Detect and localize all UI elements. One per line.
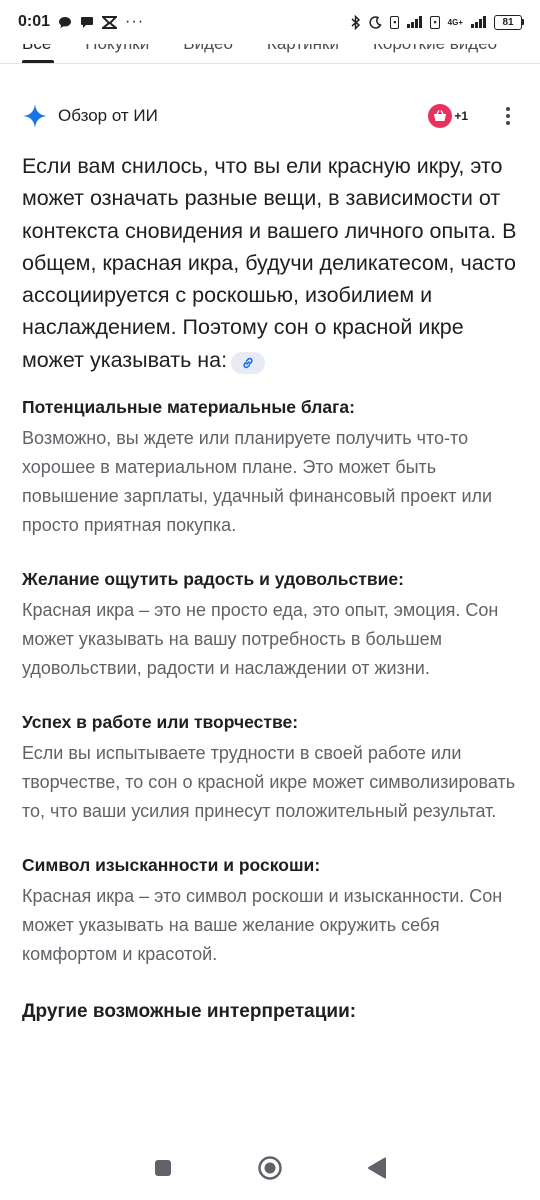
status-bar [0,0,540,44]
source-chip[interactable] [428,104,468,128]
back-button[interactable] [357,1148,397,1188]
link-icon [241,356,255,370]
section-body: Если вы испытываете трудности в своей работе или творчестве, то сон о красной икре может символизировать то, что ваши усилия принесут положительный результат. [22,743,516,822]
section-heading: Успех в работе или творчестве: [22,712,299,733]
active-tab-indicator [22,60,54,63]
triangle-back-icon [367,1157,387,1179]
basket-icon [428,104,452,128]
more-vert-icon [506,107,510,125]
ai-overview-content [22,150,522,1025]
volte-icon-2: ▪ [430,16,439,29]
section-luxury-symbol [22,852,522,969]
section-other-interpretations [22,999,522,1025]
status-left [18,13,144,31]
volte-icon: ▪ [390,16,399,29]
section-heading: Потенциальные материальные блага: [22,397,355,418]
status-right [351,15,524,30]
more-options-button[interactable] [498,104,518,128]
intro-text: Если вам снилось, что вы ели красную икру, это может означать разные вещи, в зависимости от контекста сновидения и вашего личного опыта. В общем, красная икра, будучи деликатесом, часто ассоциируется с роскошью, изобилием и наслаждением. Поэтому сон о красной икре может указывать на: [22,154,517,372]
moon-icon [369,16,382,29]
circle-icon [257,1155,283,1181]
app-notification-icon [102,16,117,29]
ai-overview-actions [428,104,518,128]
more-notifications-icon: ··· [125,13,145,30]
status-time: 0:01 [18,13,51,30]
signal-strength-icon-2 [471,16,486,28]
chat-bubble-icon [58,16,72,29]
home-button[interactable] [250,1148,290,1188]
section-heading: Символ изысканности и роскоши: [22,855,321,876]
section-success-work [22,709,522,826]
recents-button[interactable] [143,1148,183,1188]
ai-overview-intro [22,150,522,376]
section-heading: Другие возможные интерпретации: [22,1001,357,1023]
ai-overview-header [22,98,518,134]
signal-strength-icon [407,16,422,28]
section-body: Красная икра – это не просто еда, это опыт, эмоция. Сон может указывать на вашу потребность в большем удовольствии, радости и наслаждении от жизни. [22,600,499,679]
ai-overview-title: Обзор от ИИ [58,106,158,125]
network-type: 4G+ [447,17,463,27]
square-icon [154,1159,172,1177]
message-icon [80,16,94,29]
section-material-benefits [22,394,522,540]
section-joy-pleasure [22,566,522,683]
section-body: Возможно, вы ждете или планируете получить что-то хорошее в материальном плане. Это может быть повышение зарплаты, удачный финансовый проект или просто приятная покупка. [22,428,493,536]
citation-link-button[interactable] [231,352,265,374]
battery-level: 81 [494,15,522,30]
section-body: Красная икра – это символ роскоши и изысканности. Сон может указывать на ваше желание окружить себя комфортом и красотой. [22,886,503,965]
section-heading: Желание ощутить радость и удовольствие: [22,569,404,590]
bluetooth-icon [351,15,361,30]
system-navigation-bar [0,1136,540,1200]
sparkle-icon [22,103,48,129]
battery-icon [494,15,524,30]
source-count: +1 [454,109,468,123]
